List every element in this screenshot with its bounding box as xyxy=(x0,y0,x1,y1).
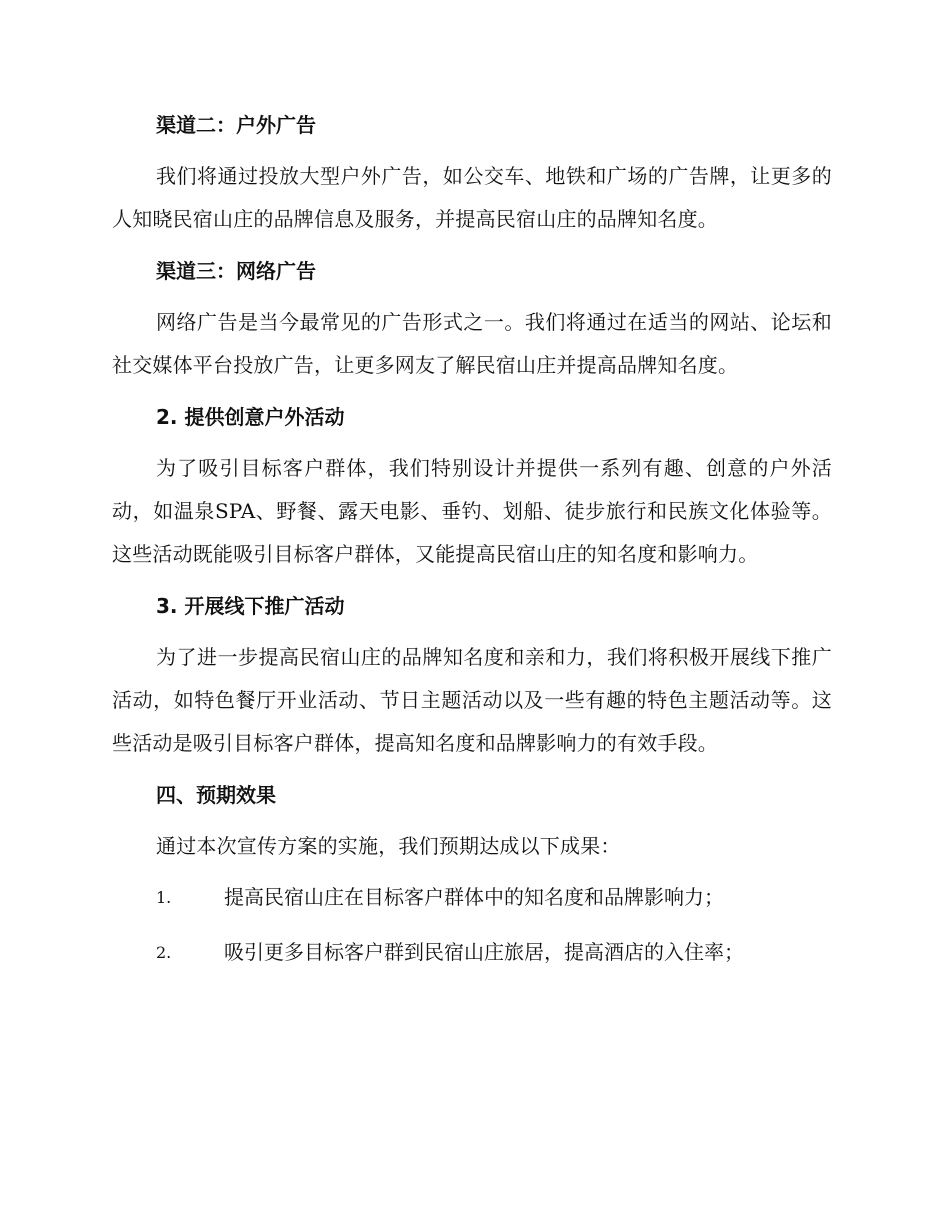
paragraph-online-ads: 网络广告是当今最常见的广告形式之一。我们将通过在适当的网站、论坛和社交媒体平台投放广告，让更多网友了解民宿山庄并提高品牌知名度。 xyxy=(112,310,832,377)
section-heading-outdoor-ads: 渠道二：户外广告 xyxy=(156,113,316,137)
section-heading-offline-promotion: 3. 开展线下推广活动 xyxy=(156,594,345,618)
list-item-number: 2. xyxy=(156,943,172,962)
list-item-text: 提高民宿山庄在目标客户群体中的知名度和品牌影响力； xyxy=(224,885,724,909)
paragraph-offline-promotion: 为了进一步提高民宿山庄的品牌知名度和亲和力，我们将积极开展线下推广活动，如特色餐厅开业活动、节日主题活动以及一些有趣的特色主题活动等。这些活动是吸引目标客户群体，提高知名度和品牌影响力的有效手段。 xyxy=(112,645,832,755)
paragraph-creative-activities: 为了吸引目标客户群体，我们特别设计并提供一系列有趣、创意的户外活动，如温泉SPA、野餐、露天电影、垂钓、划船、徒步旅行和民族文化体验等。这些活动既能吸引目标客户群体，又能提高民宿山庄的知名度和影响力。 xyxy=(112,456,832,566)
paragraph-expected-results: 通过本次宣传方案的实施，我们预期达成以下成果： xyxy=(156,834,621,858)
list-item-number: 1. xyxy=(156,888,172,907)
expected-results-list xyxy=(112,876,832,974)
list-item-text: 吸引更多目标客户群到民宿山庄旅居，提高酒店的入住率； xyxy=(224,940,744,964)
section-heading-expected-results: 四、预期效果 xyxy=(156,783,276,807)
section-heading-online-ads: 渠道三：网络广告 xyxy=(156,259,316,283)
list-item xyxy=(112,876,832,919)
document-page xyxy=(112,103,832,986)
section-heading-creative-activities: 2. 提供创意户外活动 xyxy=(156,405,345,429)
paragraph-outdoor-ads: 我们将通过投放大型户外广告，如公交车、地铁和广场的广告牌，让更多的人知晓民宿山庄的品牌信息及服务，并提高民宿山庄的品牌知名度。 xyxy=(112,164,832,231)
list-item xyxy=(112,931,832,974)
